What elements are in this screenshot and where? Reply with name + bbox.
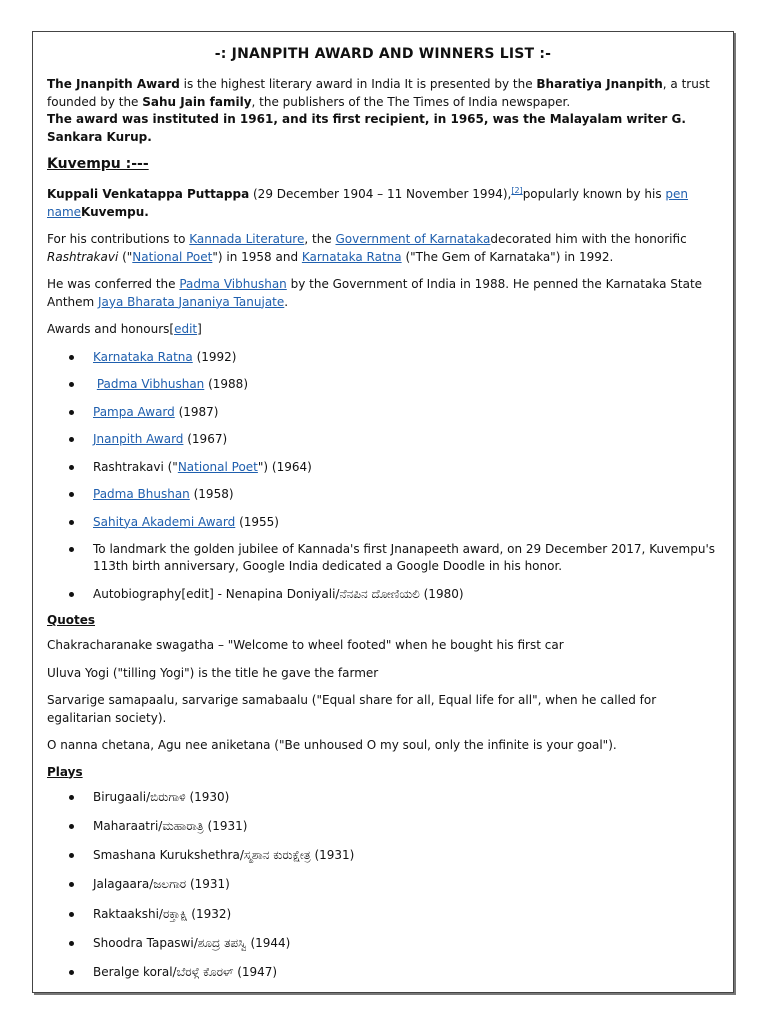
bio-kuvempu: Kuvempu.	[81, 204, 149, 219]
contrib-rashtrakavi: Rashtrakavi	[47, 249, 119, 264]
intro-text-3: , the publishers of the	[251, 94, 388, 109]
section-heading-kuvempu: Kuvempu :---	[47, 156, 149, 172]
list-item	[47, 586, 719, 603]
document-page	[32, 31, 734, 993]
award-year: (1958)	[189, 487, 234, 501]
bio-popularly: popularly known by his	[522, 187, 666, 201]
quote-item: O nanna chetana, Agu nee aniketana ("Be unhoused O my soul, only the infinite is your goal").	[47, 738, 617, 752]
play-title: Birugaali/ಬಿರುಗಾಳಿ (1930)	[93, 789, 230, 804]
play-title: Maharaatri/ಮಹಾರಾತ್ರಿ (1931)	[93, 818, 248, 833]
kannada-literature-link[interactable]: Kannada Literature	[189, 232, 305, 246]
list-item	[47, 486, 719, 503]
list-item	[47, 431, 719, 448]
intro-line-2: The award was instituted in 1961, and its first recipient, in 1965, was the Malayalam writer G. Sankara Kurup.	[47, 112, 686, 144]
list-item	[47, 376, 719, 393]
awards-list	[47, 349, 719, 603]
list-item	[47, 935, 719, 952]
bullet-icon	[69, 824, 74, 829]
play-title: Jalagaara/ಜಲಗಾರ (1931)	[93, 877, 230, 892]
bullet-icon	[69, 355, 74, 360]
quote-item: Sarvarige samapaalu, sarvarige samabaalu ("Equal share for all, Equal life for all", when he called for egalitarian society).	[47, 693, 657, 725]
padma-vibhushan-link[interactable]: Padma Vibhushan	[179, 277, 287, 291]
awards-label-close: ]	[197, 322, 202, 336]
list-item	[47, 789, 719, 806]
list-item	[47, 541, 719, 575]
list-item	[47, 349, 719, 366]
award-link[interactable]: National Poet	[177, 459, 258, 474]
quote-item: Chakracharanake swagatha – "Welcome to wheel footed" when he bought his first car	[47, 638, 564, 652]
document-content	[47, 46, 719, 994]
list-item	[47, 459, 719, 476]
bullet-icon	[69, 492, 74, 497]
intro-family: Sahu Jain family	[142, 94, 252, 109]
intro-text-4: newspaper.	[497, 94, 571, 109]
bullet-icon	[69, 882, 74, 887]
award-year: ") (1964)	[257, 459, 312, 474]
national-poet-link[interactable]: National Poet	[132, 249, 213, 264]
contrib-text-c: decorated him with the honorific	[490, 232, 687, 246]
play-title: Raktaakshi/ರಕ್ತಾಕ್ಷಿ (1932)	[93, 906, 232, 921]
bullet-icon	[69, 437, 74, 442]
award-year: (1992)	[192, 349, 237, 364]
anthem-link[interactable]: Jaya Bharata Jananiya Tanujate	[98, 294, 285, 309]
list-item	[47, 818, 719, 835]
list-item	[47, 876, 719, 893]
intro-newspaper: The Times of India	[387, 94, 498, 109]
bullet-icon	[69, 520, 74, 525]
list-item	[47, 404, 719, 421]
award-link[interactable]: Sahitya Akademi Award	[93, 514, 236, 529]
award-link[interactable]: Padma Vibhushan	[96, 377, 205, 391]
bullet-icon	[69, 465, 74, 470]
play-title: Shoodra Tapaswi/ಶೂದ್ರ ತಪಸ್ವಿ (1944)	[93, 935, 291, 950]
awards-label	[47, 321, 719, 339]
bullet-icon	[69, 795, 74, 800]
quotes-heading: Quotes	[47, 613, 96, 627]
bullet-icon	[69, 853, 74, 858]
pen-name-link[interactable]: pen name	[47, 187, 689, 219]
bullet-icon	[69, 547, 74, 552]
padma-text-c: .	[284, 294, 289, 309]
list-item	[47, 906, 719, 923]
padma-text-b: by the Government of India in 1988. He penned the Karnataka State Anthem	[47, 277, 703, 309]
awards-label-text: Awards and honours[	[47, 322, 175, 336]
quote-item: Uluva Yogi ("tilling Yogi") is the title he gave the farmer	[47, 665, 379, 680]
award-link[interactable]: Karnataka Ratna	[93, 349, 193, 364]
award-year: (1967)	[183, 432, 228, 446]
play-title: Beralge koral/ಬೆರಳ್ಗೆ ಕೊರಳ್ (1947)	[93, 965, 278, 980]
award-prefix: Rashtrakavi ("	[93, 459, 178, 474]
award-year: (1987)	[174, 404, 219, 419]
contrib-text-b: , the	[304, 232, 336, 246]
award-link[interactable]: Jnanpith Award	[93, 432, 184, 446]
list-item	[47, 964, 719, 981]
bullet-icon	[69, 382, 74, 387]
contributions-paragraph	[47, 231, 719, 266]
bullet-icon	[69, 592, 74, 597]
contrib-text-d: ("	[118, 249, 133, 264]
padma-paragraph	[47, 276, 719, 311]
list-item	[47, 847, 719, 864]
intro-text-1: is the highest literary award in India It is presented by the	[179, 77, 537, 91]
award-text: To landmark the golden jubilee of Kannada's first Jnanapeeth award, on 29 December 2017, Kuvempu's 113th birth anniversary, Google India dedicated a Google Doodle in his honor.	[93, 542, 716, 573]
award-link[interactable]: Padma Bhushan	[93, 487, 190, 501]
award-text: Autobiography[edit] - Nenapina Doniyali/ನೆನಪಿನ ದೋಣಿಯಲಿ (1980)	[93, 586, 464, 601]
intro-text-2: , a trust founded by the	[47, 77, 710, 109]
award-year: (1988)	[204, 377, 248, 391]
intro-award-name: The Jnanpith Award	[47, 77, 180, 91]
contrib-text-e: ") in 1958 and	[212, 249, 302, 264]
award-link[interactable]: Pampa Award	[93, 404, 175, 419]
intro-paragraph	[47, 76, 719, 146]
contrib-text-f: ("The Gem of Karnataka") in 1992.	[401, 249, 614, 264]
bullet-icon	[69, 912, 74, 917]
bullet-icon	[69, 410, 74, 415]
bio-full-name: Kuppali Venkatappa Puttappa	[47, 187, 250, 201]
bullet-icon	[69, 941, 74, 946]
bio-paragraph	[47, 182, 719, 221]
karnataka-ratna-link[interactable]: Karnataka Ratna	[301, 249, 402, 264]
citation-link[interactable]: [2]	[511, 186, 523, 195]
intro-publisher: Bharatiya Jnanpith	[536, 77, 663, 91]
bio-dates: (29 December 1904 – 11 November 1994),	[249, 187, 512, 201]
list-item	[47, 514, 719, 531]
government-karnataka-link[interactable]: Government of Karnataka	[335, 232, 491, 246]
page-title: -: JNANPITH AWARD AND WINNERS LIST :-	[214, 46, 552, 62]
awards-edit-link[interactable]: edit	[174, 322, 198, 336]
plays-list	[47, 789, 719, 982]
plays-heading: Plays	[47, 764, 83, 779]
bullet-icon	[69, 970, 74, 975]
padma-text-a: He was conferred the	[47, 277, 180, 291]
award-year: (1955)	[235, 514, 279, 529]
contrib-text-a: For his contributions to	[47, 232, 190, 246]
play-title: Smashana Kurukshethra/ಸ್ಮಶಾನ ಕುರುಕ್ಷೇತ್ರ (1931)	[93, 848, 355, 863]
